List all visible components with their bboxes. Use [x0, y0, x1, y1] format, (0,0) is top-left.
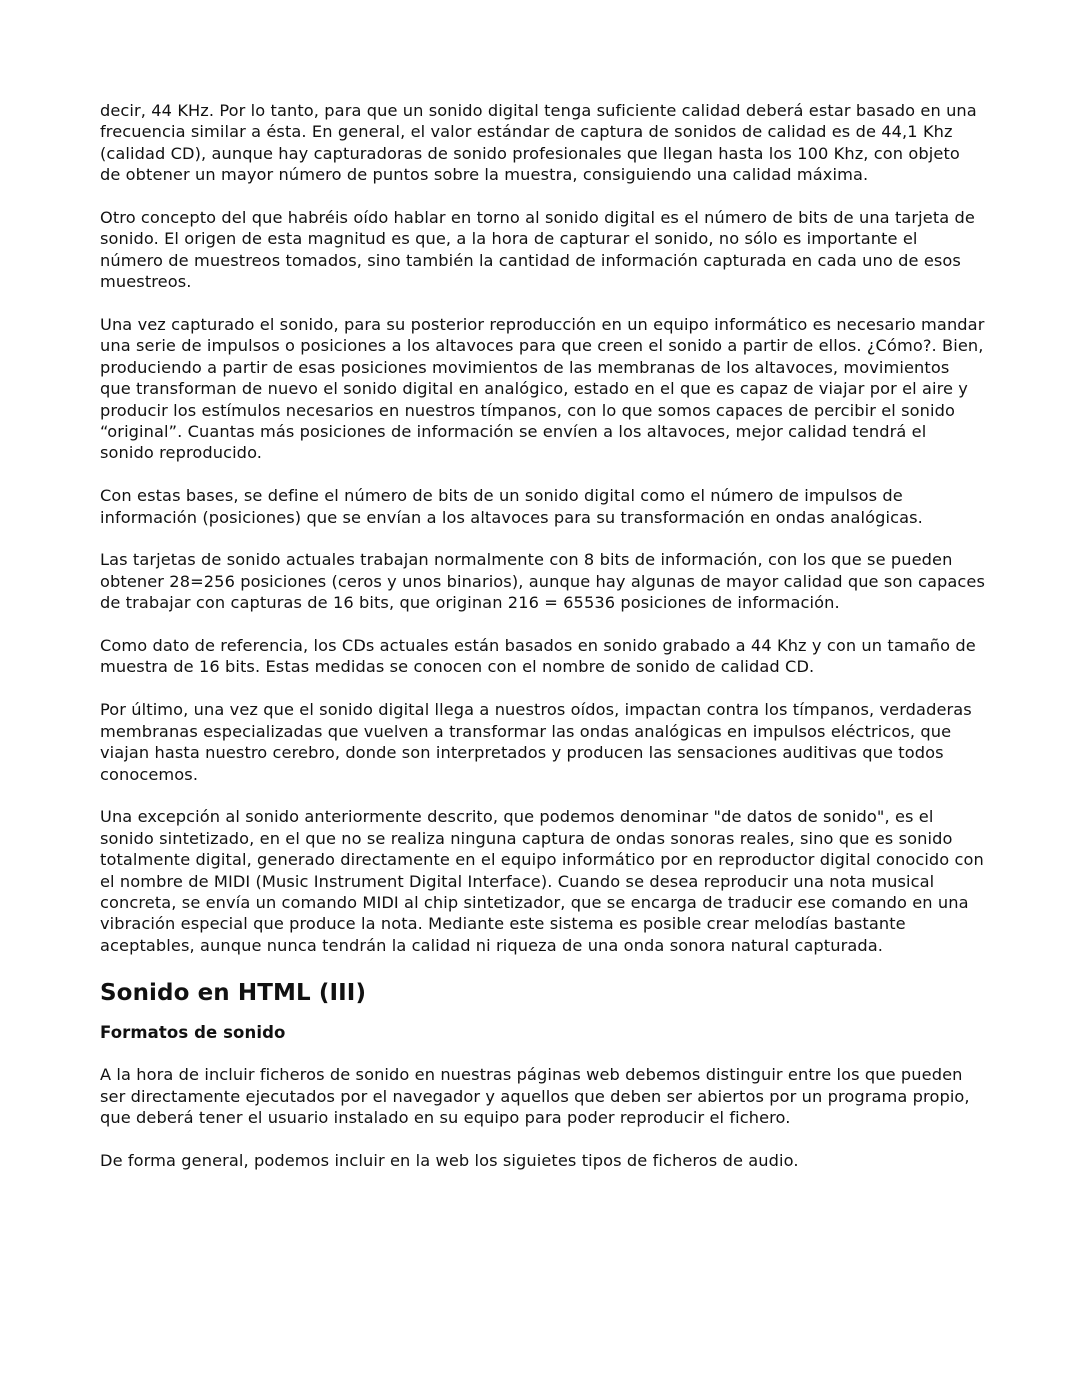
paragraph-sampling-frequency: decir, 44 KHz. Por lo tanto, para que un sonido digital tenga suficiente calidad deberá estar basado en una frecuencia similar a ésta. En general, el valor estándar de captura de sonidos de calidad es de 44,1 Khz (calidad CD), aunque hay capturadoras de sonido profesionales que llegan hasta los 100 Khz, con objeto de obtener un mayor número de puntos sobre la muestra, consiguiendo una calidad máxima.	[100, 101, 977, 185]
subheading: Formatos de sonido	[100, 1022, 286, 1042]
paragraph-web-sound-files: A la hora de incluir ficheros de sonido en nuestras páginas web debemos distinguir entre los que pueden ser directamente ejecutados por el navegador y aquellos que deben ser abiertos por un programa propio, que deberá tener el usuario instalado en su equipo para poder reproducir el fichero.	[100, 1065, 970, 1128]
document-page	[100, 100, 985, 1193]
paragraph-sound-cards: Las tarjetas de sonido actuales trabajan normalmente con 8 bits de información, con los que se pueden obtener 28=256 posiciones (ceros y unos binarios), aunque hay algunas de mayor calidad que son capaces de trabajar con capturas de 16 bits, que originan 216 = 65536 posiciones de información.	[100, 550, 986, 613]
paragraph-audio-types-intro: De forma general, podemos incluir en la web los siguietes tipos de ficheros de audio.	[100, 1150, 799, 1170]
section-heading: Sonido en HTML (III)	[100, 979, 367, 1006]
paragraph-reproduction: Una vez capturado el sonido, para su posterior reproducción en un equipo informático es necesario mandar una serie de impulsos o posiciones a los altavoces para que creen el sonido a partir de ellos. ¿Cómo?. Bien, produciendo a partir de esas posiciones movimientos de las membranas de los altavoces, movimientos que transforman de nuevo el sonido digital en analógico, estado en el que es capaz de viajar por el aire y producir los estímulos necesarios en nuestros tímpanos, con lo que somos capaces de percibir el sonido “original”. Cuantas más posiciones de información se envíen a los altavoces, mejor calidad tendrá el sonido reproducido.	[100, 315, 985, 463]
paragraph-bits-concept: Otro concepto del que habréis oído hablar en torno al sonido digital es el número de bits de una tarjeta de sonido. El origen de esta magnitud es que, a la hora de capturar el sonido, no sólo es importante el número de muestreos tomados, sino también la cantidad de información capturada en cada uno de esos muestreos.	[100, 208, 975, 292]
paragraph-hearing: Por último, una vez que el sonido digital llega a nuestros oídos, impactan contra los tímpanos, verdaderas membranas especializadas que vuelven a transformar las ondas analógicas en impulsos eléctricos, que viajan hasta nuestro cerebro, donde son interpretados y producen las sensaciones auditivas que todos conocemos.	[100, 700, 972, 784]
paragraph-bits-definition: Con estas bases, se define el número de bits de un sonido digital como el número de impulsos de información (posiciones) que se envían a los altavoces para su transformación en ondas analógicas.	[100, 486, 923, 527]
paragraph-cd-reference: Como dato de referencia, los CDs actuales están basados en sonido grabado a 44 Khz y con un tamaño de muestra de 16 bits. Estas medidas se conocen con el nombre de sonido de calidad CD.	[100, 636, 976, 677]
paragraph-midi: Una excepción al sonido anteriormente descrito, que podemos denominar "de datos de sonido", es el sonido sintetizado, en el que no se realiza ninguna captura de ondas sonoras reales, sino que es sonido totalmente digital, generado directamente en el equipo informático por en reproductor digital conocido con el nombre de MIDI (Music Instrument Digital Interface). Cuando se desea reproducir una nota musical concreta, se envía un comando MIDI al chip sintetizador, que se encarga de traducir ese comando en una vibración especial que produce la nota. Mediante este sistema es posible crear melodías bastante aceptables, aunque nunca tendrán la calidad ni riqueza de una onda sonora natural capturada.	[100, 807, 984, 955]
